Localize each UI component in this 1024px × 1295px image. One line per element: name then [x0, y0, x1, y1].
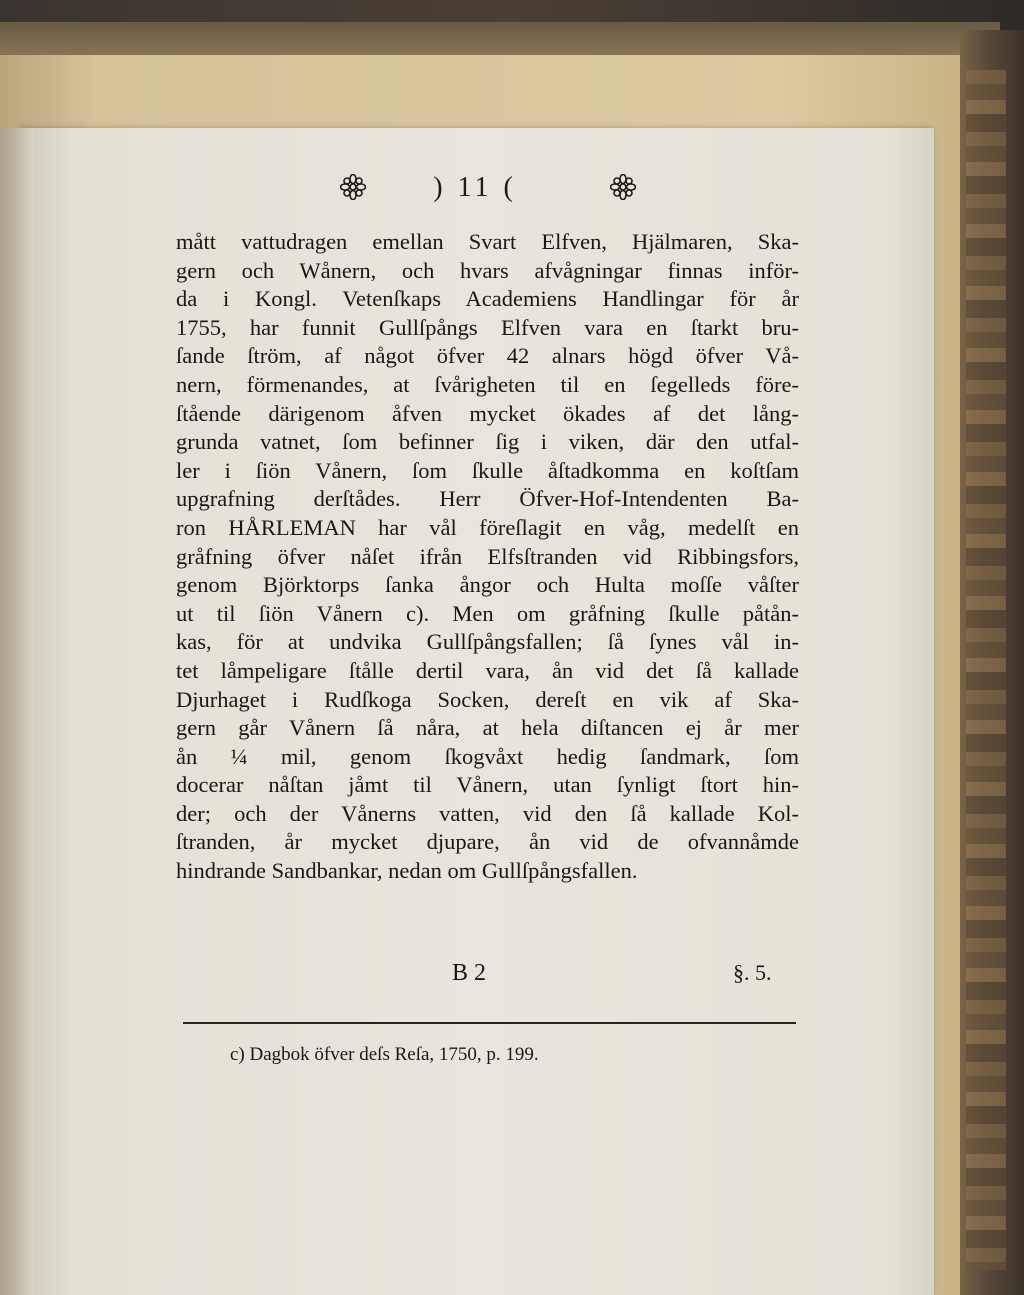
text-line: Djurhaget i Rudſkoga Socken, dereſt en vik af Ska- — [176, 686, 799, 712]
text-line: 1755, har funnit Gullſpångs Elfven vara en ſtarkt bru- — [176, 314, 799, 340]
text-line: ron HÅRLEMAN har vål föreſlagit en våg, medelſt en — [176, 514, 799, 540]
text-line: upgrafning derſtådes. Herr Öfver-Hof-Intendenten Ba- — [176, 486, 799, 512]
text-line: der; och der Vånerns vatten, vid den ſå kallade Kol- — [176, 800, 799, 826]
text-line: kas, för at undvika Gullſpångsfallen; ſå ſynes vål in- — [176, 629, 799, 655]
flower-ornament-icon — [340, 174, 366, 200]
running-header — [340, 172, 640, 212]
text-line: ut til ſiön Vånern c). Men om gråfning ſkulle påtån- — [176, 600, 799, 626]
text-line: genom Björktorps ſanka ångor och Hulta moſſe våſter — [176, 572, 799, 598]
page-number: 11 — [457, 172, 493, 203]
text-line: mått vattudragen emellan Svart Elfven, Hjälmaren, Ska- — [176, 229, 799, 254]
text-line: docerar nåſtan jåmt til Vånern, utan ſynligt ſtort hin- — [176, 772, 799, 798]
header-left-paren: ) — [433, 172, 447, 203]
signature-mark: B 2 — [452, 960, 487, 986]
text-line: ſtranden, år mycket djupare, ån vid de ofvannåmde — [176, 829, 799, 855]
text-line: ler i ſiön Vånern, ſom ſkulle åſtadkomma en koſtſam — [176, 457, 799, 483]
footnote-rule — [183, 1022, 796, 1024]
cover-board-spine — [960, 30, 1024, 1295]
flower-ornament-icon — [610, 174, 636, 200]
footnote: c) Dagbok öfver deſs Reſa, 1750, p. 199. — [230, 1044, 539, 1065]
text-line: ſtående därigenom åfven mycket ökades af det lång- — [176, 400, 799, 426]
catchword: §. 5. — [733, 960, 772, 985]
text-line: gråfning öfver nåſet ifrån Elfsſtranden vid Ribbingsfors, — [176, 543, 799, 569]
header-right-paren: ( — [503, 172, 517, 203]
text-line: grunda vatnet, ſom befinner ſig i viken, där den utfal- — [176, 429, 799, 455]
text-line: gern och Wånern, och hvars afvågningar finnas inför- — [176, 257, 799, 283]
text-line: ån ¼ mil, genom ſkogvåxt hedig ſandmark, ſom — [176, 743, 799, 769]
text-line: da i Kongl. Vetenſkaps Academiens Handlingar för år — [176, 286, 799, 312]
page-number-group — [410, 172, 540, 204]
text-line: ſande ſtröm, af något öfver 42 alnars högd öfver Vå- — [176, 343, 799, 369]
body-text — [176, 228, 799, 886]
page-gutter — [0, 128, 34, 1295]
text-line: nern, förmenandes, at ſvårigheten til en ſegelleds före- — [176, 371, 799, 397]
text-line: tet låmpeligare ſtålle dertil vara, ån vid det ſå kallade — [176, 657, 799, 683]
text-line: gern går Vånern ſå nåra, at hela diſtancen ej år mer — [176, 715, 799, 741]
text-line: hindrande Sandbankar, nedan om Gullſpångsfallen. — [176, 858, 638, 884]
